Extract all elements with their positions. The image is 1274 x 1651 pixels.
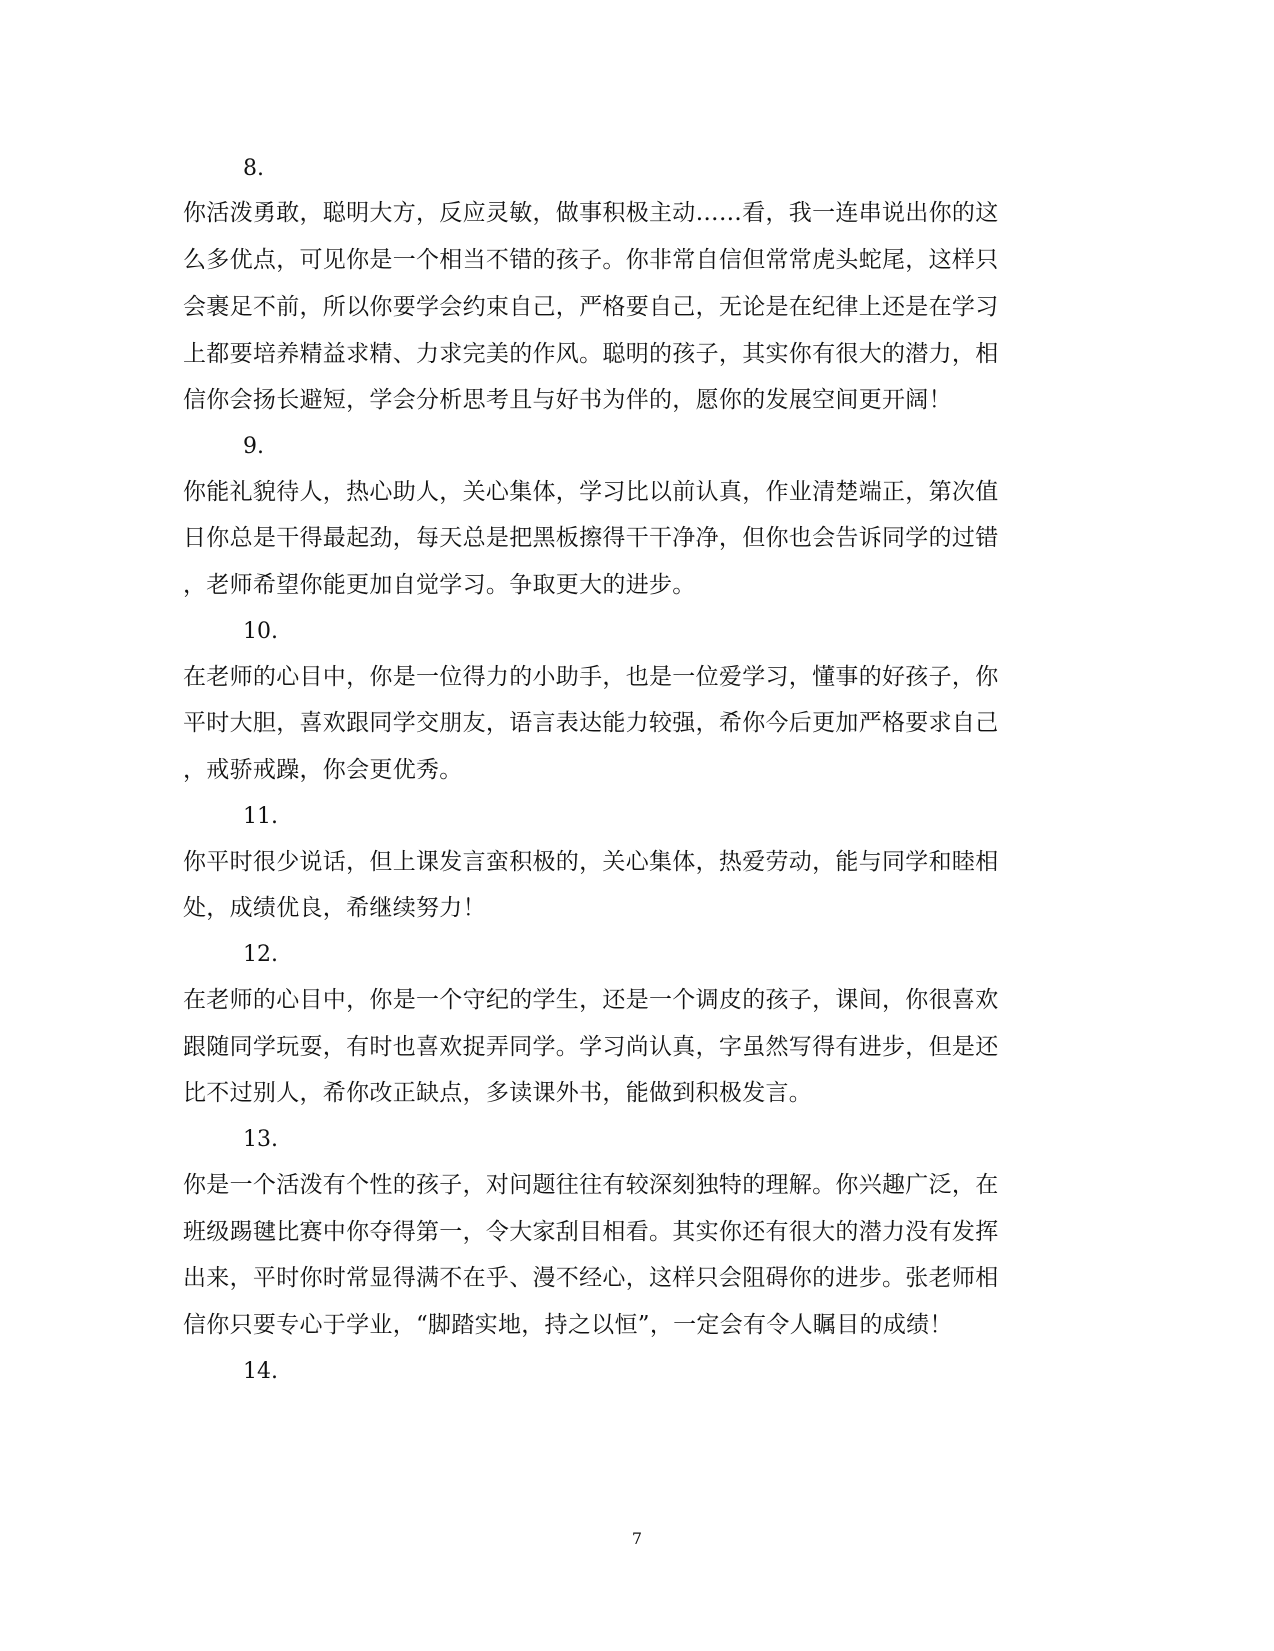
text-line: 你活泼勇敢，聪明大方，反应灵敏，做事积极主动……看，我一连串说出你的这: [183, 200, 999, 226]
entry-number: 9.: [243, 434, 264, 459]
text-line: ，戒骄戒躁，你会更优秀。: [183, 757, 463, 783]
text-line: 出来，平时你时常显得满不在乎、漫不经心，这样只会阻碍你的进步。张老师相: [183, 1265, 999, 1291]
text-line: 日你总是干得最起劲，每天总是把黑板擦得干干净净，但你也会告诉同学的过错: [183, 525, 999, 551]
text-line: 班级踢毽比赛中你夺得第一，令大家刮目相看。其实你还有很大的潜力没有发挥: [183, 1219, 999, 1245]
text-line: 么多优点，可见你是一个相当不错的孩子。你非常自信但常常虎头蛇尾，这样只: [183, 247, 999, 273]
entry-number: 14.: [243, 1359, 278, 1384]
page-number: 7: [631, 1529, 643, 1548]
text-line: 跟随同学玩耍，有时也喜欢捉弄同学。学习尚认真，字虽然写得有进步，但是还: [183, 1034, 999, 1060]
text-line: 你平时很少说话，但上课发言蛮积极的，关心集体，热爱劳动，能与同学和睦相: [183, 849, 999, 875]
text-line: ，老师希望你能更加自觉学习。争取更大的进步。: [183, 572, 696, 598]
text-line: 信你会扬长避短，学会分析思考且与好书为伴的，愿你的发展空间更开阔！: [183, 387, 952, 413]
text-line: 上都要培养精益求精、力求完美的作风。聪明的孩子，其实你有很大的潜力，相: [183, 341, 999, 367]
text-line: 平时大胆，喜欢跟同学交朋友，语言表达能力较强，希你今后更加严格要求自己: [183, 710, 999, 736]
text-line: 在老师的心目中，你是一位得力的小助手，也是一位爱学习，懂事的好孩子，你: [183, 664, 999, 690]
text-line: 在老师的心目中，你是一个守纪的学生，还是一个调皮的孩子，课间，你很喜欢: [183, 987, 999, 1013]
text-line: 比不过别人，希你改正缺点，多读课外书，能做到积极发言。: [183, 1080, 813, 1106]
text-line: 会裹足不前，所以你要学会约束自己，严格要自己，无论是在纪律上还是在学习: [183, 294, 999, 320]
entry-number: 13.: [243, 1127, 278, 1152]
entry-number: 8.: [243, 156, 264, 181]
text-line: 信你只要专心于学业，“脚踏实地，持之以恒”，一定会有令人瞩目的成绩！: [183, 1312, 953, 1338]
entry-number: 11.: [243, 804, 278, 829]
text-line: 你能礼貌待人，热心助人，关心集体，学习比以前认真，作业清楚端正，第次值: [183, 479, 999, 505]
entry-number: 12.: [243, 942, 278, 967]
entry-number: 10.: [243, 619, 278, 644]
text-line: 你是一个活泼有个性的孩子，对问题往往有较深刻独特的理解。你兴趣广泛，在: [183, 1172, 999, 1198]
text-line: 处，成绩优良，希继续努力！: [183, 895, 486, 921]
